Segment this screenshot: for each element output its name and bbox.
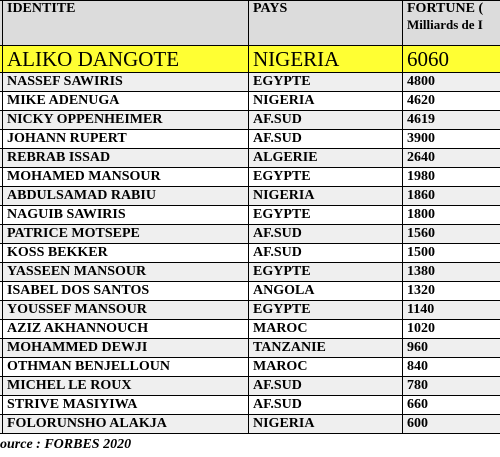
fortune-cell: 600 (403, 415, 500, 434)
country-cell: NIGERIA (249, 415, 403, 434)
name-cell: MOHAMMED DEWJI (3, 339, 249, 358)
table-row (0, 92, 500, 111)
name-cell: AZIZ AKHANNOUCH (3, 320, 249, 339)
name-cell: YASSEEN MANSOUR (3, 263, 249, 282)
fortune-cell: 1320 (403, 282, 500, 301)
name-cell: JOHANN RUPERT (3, 130, 249, 149)
country-cell: ANGOLA (249, 282, 403, 301)
table-row (0, 377, 500, 396)
table-row (0, 263, 500, 282)
name-cell: MIKE ADENUGA (3, 92, 249, 111)
fortune-cell: 780 (403, 377, 500, 396)
table-row (0, 206, 500, 225)
name-cell: ISABEL DOS SANTOS (3, 282, 249, 301)
table-row (0, 73, 500, 92)
table-row (0, 46, 500, 73)
fortune-cell: 660 (403, 396, 500, 415)
name-cell: NASSEF SAWIRIS (3, 73, 249, 92)
name-cell: STRIVE MASIYIWA (3, 396, 249, 415)
source-note: ource : FORBES 2020 (0, 437, 132, 452)
name-cell: REBRAB ISSAD (3, 149, 249, 168)
name-cell: KOSS BEKKER (3, 244, 249, 263)
table-row (0, 320, 500, 339)
country-cell: EGYPTE (249, 206, 403, 225)
header-row (0, 1, 500, 46)
table-row (0, 130, 500, 149)
name-cell: NAGUIB SAWIRIS (3, 206, 249, 225)
header-identite: IDENTITE (3, 1, 249, 46)
fortune-cell: 2640 (403, 149, 500, 168)
table-row (0, 225, 500, 244)
country-cell: NIGERIA (249, 187, 403, 206)
country-cell: EGYPTE (249, 168, 403, 187)
fortune-cell: 6060 (403, 46, 500, 73)
header-fortune (403, 1, 500, 46)
fortune-cell: 4800 (403, 73, 500, 92)
table-row (0, 358, 500, 377)
fortune-cell: 1980 (403, 168, 500, 187)
country-cell: AF.SUD (249, 130, 403, 149)
table-row (0, 301, 500, 320)
country-cell: AF.SUD (249, 111, 403, 130)
name-cell: FOLORUNSHO ALAKJA (3, 415, 249, 434)
header-fortune-line1: FORTUNE ( (407, 1, 484, 16)
country-cell: AF.SUD (249, 225, 403, 244)
fortune-cell: 4620 (403, 92, 500, 111)
fortune-cell: 1800 (403, 206, 500, 225)
country-cell: AF.SUD (249, 244, 403, 263)
table-row (0, 168, 500, 187)
fortune-cell: 960 (403, 339, 500, 358)
fortune-cell: 1560 (403, 225, 500, 244)
name-cell: YOUSSEF MANSOUR (3, 301, 249, 320)
name-cell: OTHMAN BENJELLOUN (3, 358, 249, 377)
table-row (0, 415, 500, 434)
fortune-cell: 1500 (403, 244, 500, 263)
header-fortune-line2: Milliards de I (407, 17, 483, 32)
fortune-cell: 1140 (403, 301, 500, 320)
country-cell: AF.SUD (249, 396, 403, 415)
name-cell: MOHAMED MANSOUR (3, 168, 249, 187)
country-cell: MAROC (249, 320, 403, 339)
header-pays: PAYS (249, 1, 403, 46)
name-cell: ABDULSAMAD RABIU (3, 187, 249, 206)
country-cell: EGYPTE (249, 73, 403, 92)
name-cell: PATRICE MOTSEPE (3, 225, 249, 244)
table-row (0, 187, 500, 206)
fortune-cell: 1020 (403, 320, 500, 339)
fortune-cell: 3900 (403, 130, 500, 149)
fortune-cell: 1860 (403, 187, 500, 206)
fortune-cell: 4619 (403, 111, 500, 130)
table-row (0, 339, 500, 358)
country-cell: AF.SUD (249, 377, 403, 396)
fortune-cell: 840 (403, 358, 500, 377)
country-cell: EGYPTE (249, 263, 403, 282)
name-cell: NICKY OPPENHEIMER (3, 111, 249, 130)
table-row (0, 282, 500, 301)
table-body (0, 46, 500, 434)
fortune-cell: 1380 (403, 263, 500, 282)
country-cell: NIGERIA (249, 92, 403, 111)
name-cell: ALIKO DANGOTE (3, 46, 249, 73)
country-cell: MAROC (249, 358, 403, 377)
name-cell: MICHEL LE ROUX (3, 377, 249, 396)
country-cell: ALGERIE (249, 149, 403, 168)
table-row (0, 244, 500, 263)
table-row (0, 396, 500, 415)
table-row (0, 111, 500, 130)
country-cell: NIGERIA (249, 46, 403, 73)
country-cell: EGYPTE (249, 301, 403, 320)
table-row (0, 149, 500, 168)
country-cell: TANZANIE (249, 339, 403, 358)
